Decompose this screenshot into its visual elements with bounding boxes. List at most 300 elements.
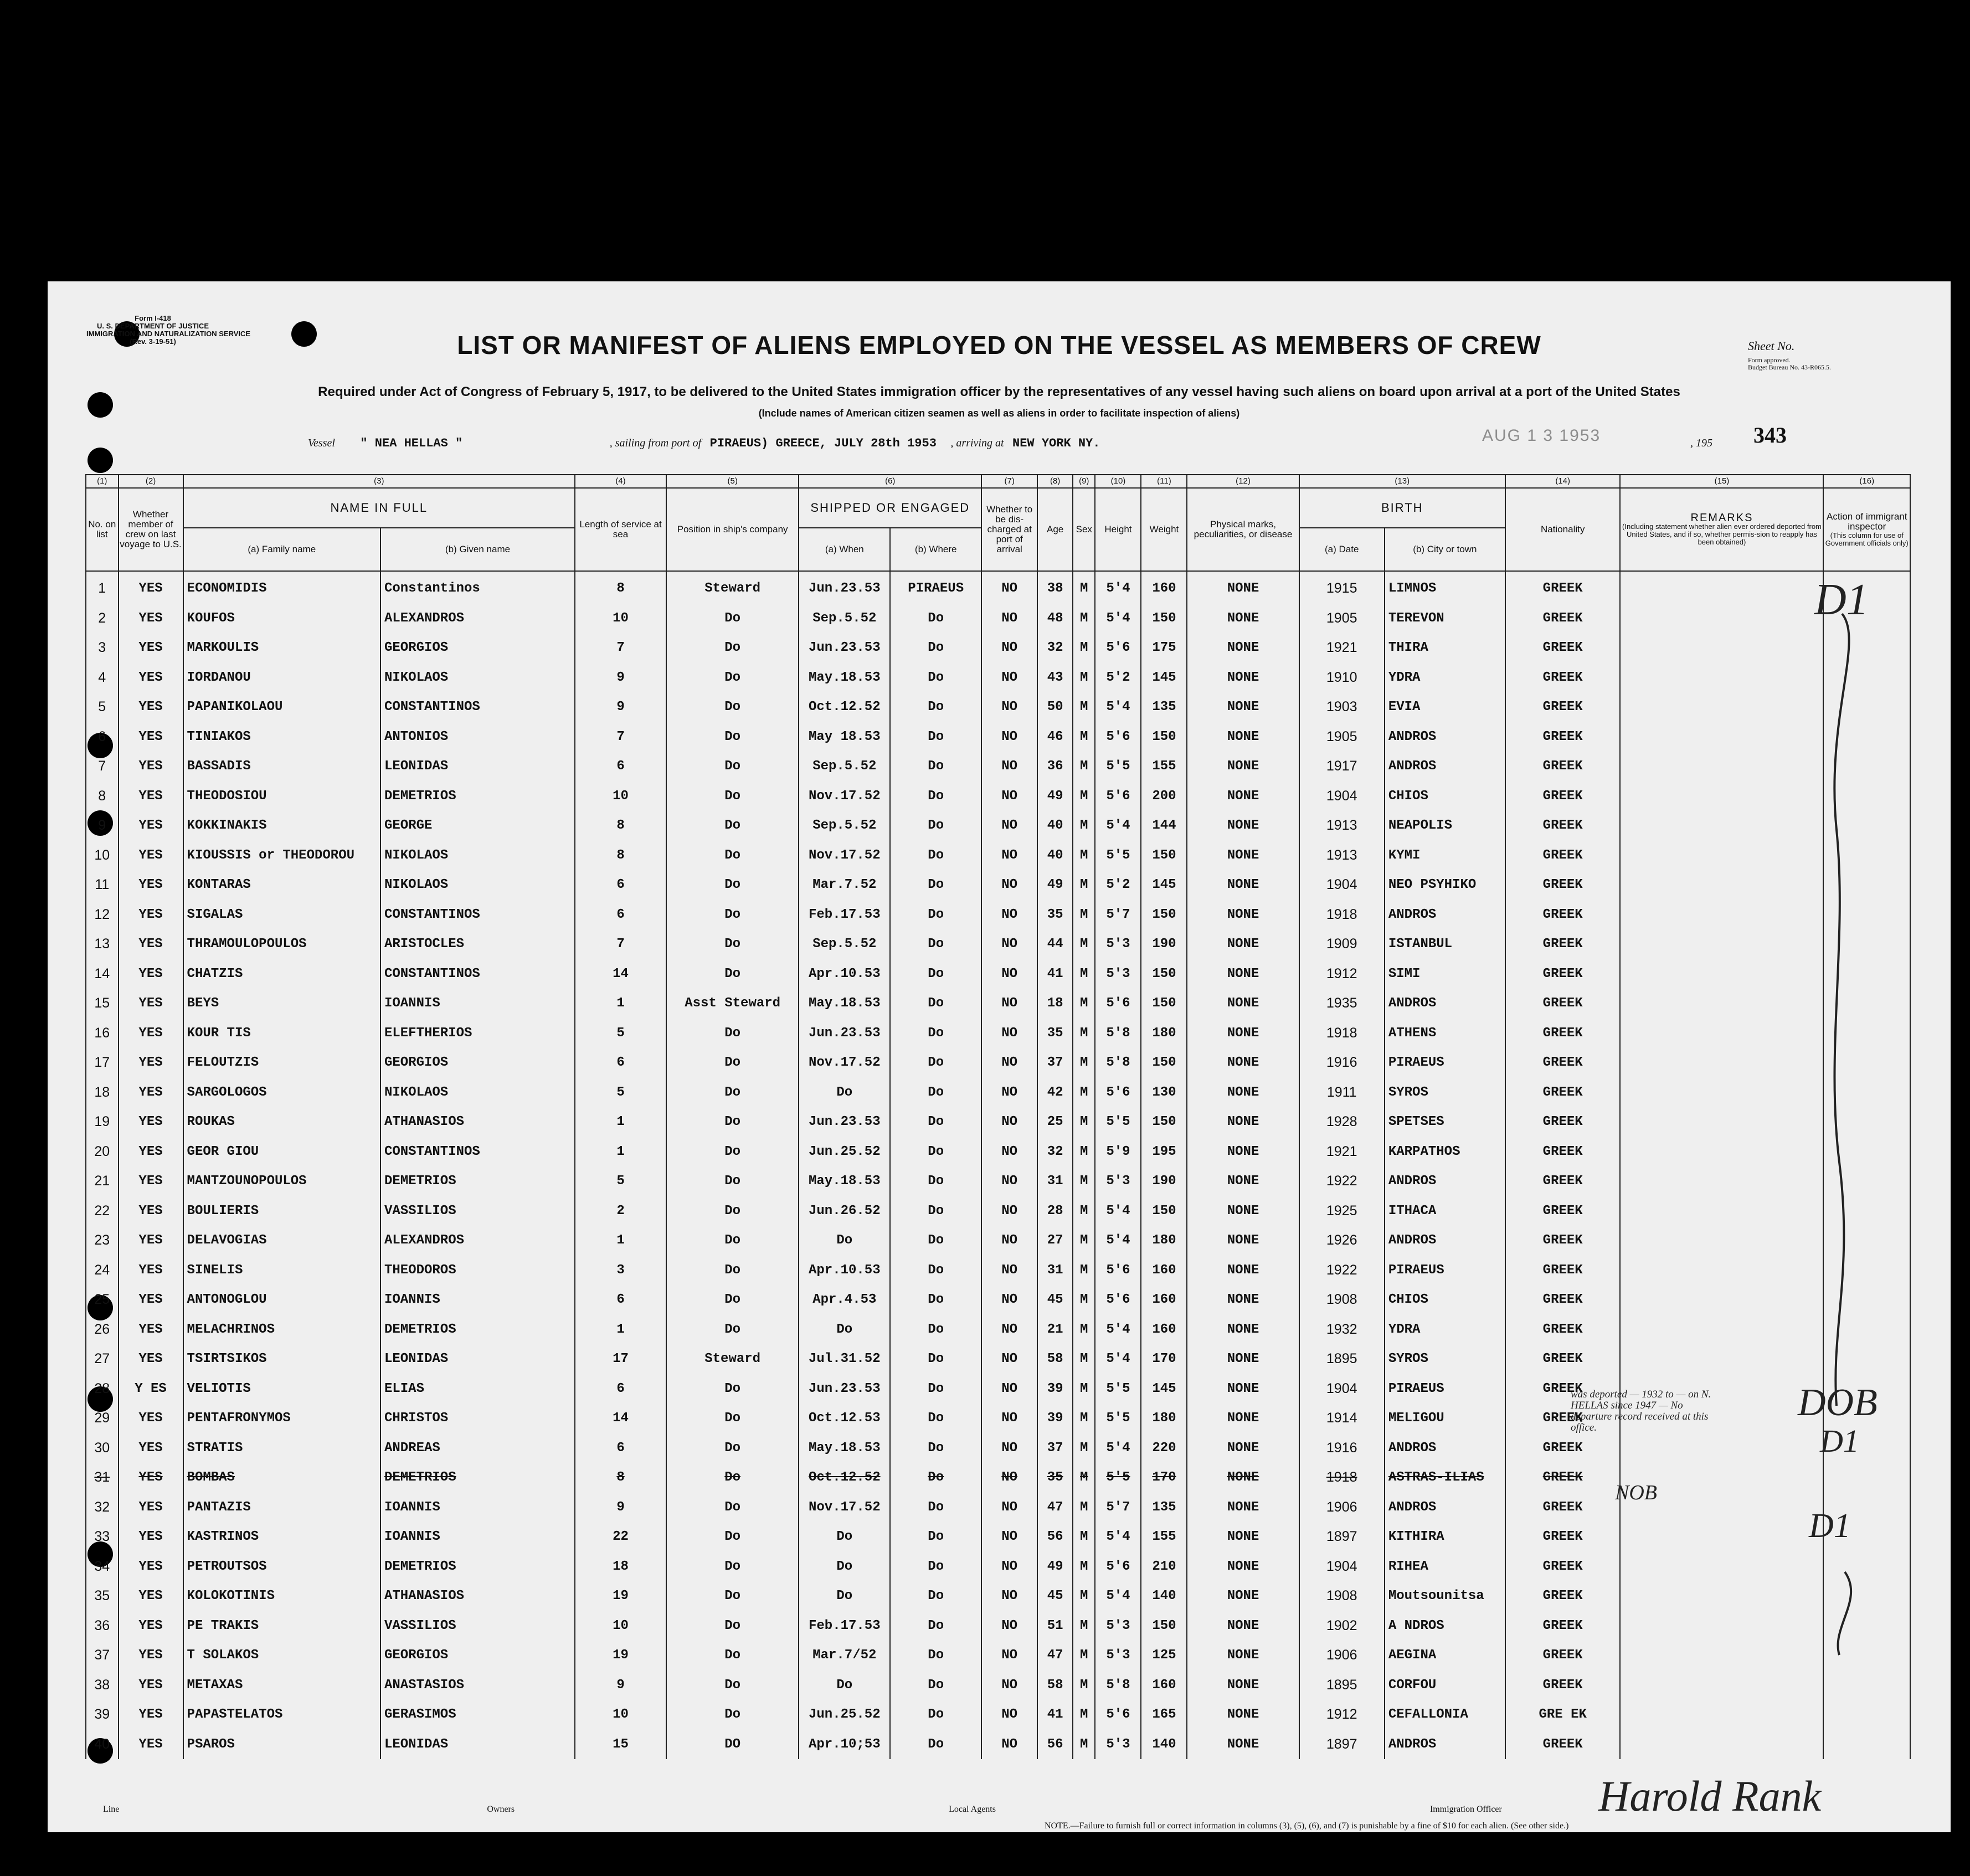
member-last-voyage: YES	[119, 1285, 183, 1315]
row-number: 38	[86, 1671, 119, 1700]
weight: 144	[1141, 811, 1187, 841]
given-name: GEORGE	[380, 811, 575, 841]
age: 38	[1037, 571, 1073, 604]
height: 5'3	[1095, 959, 1141, 989]
shipped-when: Jun.25.52	[799, 1137, 890, 1167]
position: Do	[666, 1137, 799, 1167]
header-when: (a) When	[799, 528, 890, 571]
col-number: (8)	[1037, 475, 1073, 488]
birth-city: PIRAEUS	[1385, 1374, 1505, 1404]
shipped-when: Feb.17.53	[799, 1611, 890, 1641]
table-row	[86, 1730, 1910, 1760]
height: 5'4	[1095, 1344, 1141, 1374]
birth-city: ANDROS	[1385, 1433, 1505, 1463]
length-of-service: 5	[575, 1019, 666, 1048]
birth-date: 1895	[1299, 1671, 1385, 1700]
weight: 190	[1141, 929, 1187, 959]
sex: M	[1073, 1107, 1095, 1137]
weight: 140	[1141, 1581, 1187, 1611]
position: Do	[666, 1315, 799, 1345]
sex: M	[1073, 663, 1095, 693]
vessel-label: Vessel	[308, 437, 335, 449]
col-number: (9)	[1073, 475, 1095, 488]
physical-marks: NONE	[1187, 752, 1299, 782]
row-number: 20	[86, 1137, 119, 1167]
shipped-when: May.18.53	[799, 1166, 890, 1196]
weight: 150	[1141, 959, 1187, 989]
member-last-voyage: YES	[119, 1641, 183, 1671]
position: Do	[666, 1374, 799, 1404]
sex: M	[1073, 841, 1095, 871]
manifest-sheet	[48, 281, 1951, 1832]
row-number: 35	[86, 1581, 119, 1611]
physical-marks: NONE	[1187, 1078, 1299, 1108]
shipped-when: Mar.7.52	[799, 870, 890, 900]
shipped-where: Do	[890, 1522, 981, 1552]
length-of-service: 6	[575, 1374, 666, 1404]
shipped-when: May.18.53	[799, 663, 890, 693]
row-number: 2	[86, 604, 119, 634]
height: 5'3	[1095, 929, 1141, 959]
birth-city: CEFALLONIA	[1385, 1700, 1505, 1730]
table-row	[86, 1641, 1910, 1671]
birth-date: 1935	[1299, 989, 1385, 1019]
table-row	[86, 1285, 1910, 1315]
length-of-service: 7	[575, 722, 666, 752]
weight: 180	[1141, 1019, 1187, 1048]
given-name: GEORGIOS	[380, 633, 575, 663]
age: 35	[1037, 1019, 1073, 1048]
weight: 175	[1141, 633, 1187, 663]
shipped-where: Do	[890, 1581, 981, 1611]
birth-date: 1925	[1299, 1196, 1385, 1226]
height: 5'5	[1095, 841, 1141, 871]
weight: 145	[1141, 1374, 1187, 1404]
birth-city: CORFOU	[1385, 1671, 1505, 1700]
family-name: PSAROS	[183, 1730, 380, 1760]
sex: M	[1073, 959, 1095, 989]
height: 5'3	[1095, 1641, 1141, 1671]
shipped-when: Nov.17.52	[799, 841, 890, 871]
header-birth: BIRTH	[1299, 488, 1505, 528]
shipped-when: Jul.31.52	[799, 1344, 890, 1374]
nationality: GREEK	[1505, 692, 1620, 722]
row-number: 24	[86, 1256, 119, 1286]
family-name: SINELIS	[183, 1256, 380, 1286]
document-subtitle: Required under Act of Congress of February 5, 1917, to be delivered to the United States immigration officer by the representatives of any vessel having such aliens on board upon arrival at a port of the United States	[318, 384, 1680, 399]
sex: M	[1073, 1463, 1095, 1493]
position: Do	[666, 900, 799, 930]
physical-marks: NONE	[1187, 604, 1299, 634]
to-be-discharged: NO	[981, 782, 1037, 811]
header-name-in-full: NAME IN FULL	[183, 488, 575, 528]
length-of-service: 8	[575, 811, 666, 841]
shipped-when: Apr.10.53	[799, 959, 890, 989]
birth-city: AEGINA	[1385, 1641, 1505, 1671]
family-name: KOUR TIS	[183, 1019, 380, 1048]
member-last-voyage: YES	[119, 1493, 183, 1523]
action-cell	[1823, 1671, 1910, 1700]
birth-date: 1905	[1299, 722, 1385, 752]
length-of-service: 9	[575, 1671, 666, 1700]
member-last-voyage: YES	[119, 722, 183, 752]
physical-marks: NONE	[1187, 1226, 1299, 1256]
member-last-voyage: YES	[119, 929, 183, 959]
shipped-where: Do	[890, 633, 981, 663]
header-height: Height	[1095, 488, 1141, 571]
shipped-where: Do	[890, 1226, 981, 1256]
birth-date: 1906	[1299, 1493, 1385, 1523]
to-be-discharged: NO	[981, 989, 1037, 1019]
position: Do	[666, 633, 799, 663]
family-name: ANTONOGLOU	[183, 1285, 380, 1315]
sex: M	[1073, 1493, 1095, 1523]
position: Steward	[666, 1344, 799, 1374]
age: 49	[1037, 782, 1073, 811]
action-bracket-lines	[1792, 608, 1903, 1661]
document-title: LIST OR MANIFEST OF ALIENS EMPLOYED ON THE VESSEL AS MEMBERS OF CREW	[457, 331, 1541, 359]
to-be-discharged: NO	[981, 1522, 1037, 1552]
birth-date: 1921	[1299, 633, 1385, 663]
given-name: GEORGIOS	[380, 1641, 575, 1671]
birth-date: 1911	[1299, 1078, 1385, 1108]
birth-date: 1904	[1299, 870, 1385, 900]
agency-line: Form I-418	[135, 314, 171, 322]
given-name: ALEXANDROS	[380, 1226, 575, 1256]
col-number: (12)	[1187, 475, 1299, 488]
position: Do	[666, 1522, 799, 1552]
handwritten-action-d1: D1	[1820, 1423, 1859, 1459]
member-last-voyage: Y ES	[119, 1374, 183, 1404]
col-number: (3)	[183, 475, 575, 488]
weight: 160	[1141, 571, 1187, 604]
remarks-cell	[1620, 1671, 1823, 1700]
family-name: TINIAKOS	[183, 722, 380, 752]
length-of-service: 10	[575, 604, 666, 634]
row-number: 28	[86, 1374, 119, 1404]
physical-marks: NONE	[1187, 782, 1299, 811]
physical-marks: NONE	[1187, 841, 1299, 871]
given-name: ALEXANDROS	[380, 604, 575, 634]
sex: M	[1073, 1581, 1095, 1611]
nationality: GREEK	[1505, 870, 1620, 900]
family-name: PAPASTELATOS	[183, 1700, 380, 1730]
shipped-when: Nov.17.52	[799, 782, 890, 811]
to-be-discharged: NO	[981, 1730, 1037, 1760]
position: Steward	[666, 571, 799, 604]
physical-marks: NONE	[1187, 1611, 1299, 1641]
height: 5'6	[1095, 1700, 1141, 1730]
physical-marks: NONE	[1187, 571, 1299, 604]
handwritten-remark-nob: NOB	[1615, 1481, 1657, 1504]
family-name: GEOR GIOU	[183, 1137, 380, 1167]
to-be-discharged: NO	[981, 841, 1037, 871]
row-number: 31	[86, 1463, 119, 1493]
family-name: PETROUTSOS	[183, 1552, 380, 1582]
weight: 190	[1141, 1166, 1187, 1196]
date-stamp: AUG 1 3 1953	[1482, 426, 1601, 445]
birth-city: MELIGOU	[1385, 1404, 1505, 1433]
age: 48	[1037, 604, 1073, 634]
to-be-discharged: NO	[981, 959, 1037, 989]
row-number: 14	[86, 959, 119, 989]
physical-marks: NONE	[1187, 1166, 1299, 1196]
header-physical-marks: Physical marks, peculiarities, or disease	[1187, 488, 1299, 571]
to-be-discharged: NO	[981, 870, 1037, 900]
given-name: CONSTANTINOS	[380, 692, 575, 722]
to-be-discharged: NO	[981, 1374, 1037, 1404]
position: Do	[666, 1700, 799, 1730]
position: Do	[666, 1433, 799, 1463]
shipped-when: Do	[799, 1315, 890, 1345]
height: 5'6	[1095, 1256, 1141, 1286]
sailing-label: , sailing from port of	[609, 437, 702, 449]
header-birth-date: (a) Date	[1299, 528, 1385, 571]
position: Do	[666, 1611, 799, 1641]
birth-date: 1918	[1299, 1463, 1385, 1493]
given-name: IOANNIS	[380, 1493, 575, 1523]
age: 36	[1037, 752, 1073, 782]
given-name: CONSTANTINOS	[380, 900, 575, 930]
age: 35	[1037, 1463, 1073, 1493]
table-row	[86, 1433, 1910, 1463]
height: 5'2	[1095, 663, 1141, 693]
given-name: ANASTASIOS	[380, 1671, 575, 1700]
to-be-discharged: NO	[981, 1107, 1037, 1137]
birth-date: 1903	[1299, 692, 1385, 722]
member-last-voyage: YES	[119, 1315, 183, 1345]
birth-date: 1897	[1299, 1730, 1385, 1760]
physical-marks: NONE	[1187, 722, 1299, 752]
shipped-where: Do	[890, 989, 981, 1019]
row-number: 37	[86, 1641, 119, 1671]
physical-marks: NONE	[1187, 1374, 1299, 1404]
sex: M	[1073, 1226, 1095, 1256]
age: 47	[1037, 1641, 1073, 1671]
birth-city: A NDROS	[1385, 1611, 1505, 1641]
age: 56	[1037, 1522, 1073, 1552]
handwritten-action-d1: D1	[1809, 1507, 1851, 1545]
length-of-service: 2	[575, 1196, 666, 1226]
shipped-when: Nov.17.52	[799, 1493, 890, 1523]
shipped-where: Do	[890, 1344, 981, 1374]
header-action	[1823, 488, 1910, 571]
length-of-service: 3	[575, 1256, 666, 1286]
sex: M	[1073, 1611, 1095, 1641]
table-row	[86, 633, 1910, 663]
shipped-where: Do	[890, 1671, 981, 1700]
height: 5'4	[1095, 1226, 1141, 1256]
birth-city: ISTANBUL	[1385, 929, 1505, 959]
birth-date: 1904	[1299, 1552, 1385, 1582]
nationality: GREEK	[1505, 722, 1620, 752]
family-name: KOUFOS	[183, 604, 380, 634]
budget-bureau-text: Budget Bureau No. 43-R065.5.	[1748, 363, 1831, 371]
family-name: VELIOTIS	[183, 1374, 380, 1404]
member-last-voyage: YES	[119, 870, 183, 900]
to-be-discharged: NO	[981, 1433, 1037, 1463]
height: 5'4	[1095, 811, 1141, 841]
footer-note: NOTE.—Failure to furnish full or correct information in columns (3), (5), (6), and (7) is punishable by a fine of $10 for each alien. (See other side.)	[1045, 1821, 1569, 1831]
nationality: GREEK	[1505, 571, 1620, 604]
header-member-last-voyage: Whether member of crew on last voyage to U.S.	[119, 488, 183, 571]
to-be-discharged: NO	[981, 900, 1037, 930]
to-be-discharged: NO	[981, 633, 1037, 663]
member-last-voyage: YES	[119, 782, 183, 811]
length-of-service: 18	[575, 1552, 666, 1582]
birth-date: 1917	[1299, 752, 1385, 782]
member-last-voyage: YES	[119, 692, 183, 722]
length-of-service: 10	[575, 1700, 666, 1730]
given-name: IOANNIS	[380, 1285, 575, 1315]
position: Do	[666, 1404, 799, 1433]
birth-city: KARPATHOS	[1385, 1137, 1505, 1167]
col-number: (5)	[666, 475, 799, 488]
row-number: 3	[86, 633, 119, 663]
shipped-when: Do	[799, 1581, 890, 1611]
weight: 220	[1141, 1433, 1187, 1463]
weight: 155	[1141, 1522, 1187, 1552]
physical-marks: NONE	[1187, 1256, 1299, 1286]
table-row	[86, 870, 1910, 900]
shipped-when: Apr.10;53	[799, 1730, 890, 1760]
height: 5'6	[1095, 1552, 1141, 1582]
weight: 160	[1141, 1256, 1187, 1286]
height: 5'5	[1095, 1404, 1141, 1433]
physical-marks: NONE	[1187, 1463, 1299, 1493]
footer-line-label: Line	[103, 1805, 120, 1814]
position: Do	[666, 1107, 799, 1137]
given-name: ARISTOCLES	[380, 929, 575, 959]
age: 27	[1037, 1226, 1073, 1256]
nationality: GREEK	[1505, 1196, 1620, 1226]
height: 5'6	[1095, 1078, 1141, 1108]
table-row	[86, 692, 1910, 722]
action-note: (This column for use of Government officials only)	[1825, 531, 1909, 547]
shipped-where: Do	[890, 1137, 981, 1167]
col-number: (6)	[799, 475, 981, 488]
age: 39	[1037, 1404, 1073, 1433]
height: 5'4	[1095, 692, 1141, 722]
table-row	[86, 1344, 1910, 1374]
family-name: T SOLAKOS	[183, 1641, 380, 1671]
age: 18	[1037, 989, 1073, 1019]
table-row	[86, 1700, 1910, 1730]
to-be-discharged: NO	[981, 1166, 1037, 1196]
header-no-on-list: No. on list	[86, 488, 119, 571]
shipped-when: Feb.17.53	[799, 900, 890, 930]
member-last-voyage: YES	[119, 1522, 183, 1552]
sex: M	[1073, 989, 1095, 1019]
weight: 145	[1141, 663, 1187, 693]
length-of-service: 7	[575, 633, 666, 663]
nationality: GREEK	[1505, 752, 1620, 782]
col-number: (11)	[1141, 475, 1187, 488]
given-name: NIKOLAOS	[380, 870, 575, 900]
birth-date: 1906	[1299, 1641, 1385, 1671]
weight: 150	[1141, 1107, 1187, 1137]
member-last-voyage: YES	[119, 1019, 183, 1048]
to-be-discharged: NO	[981, 1226, 1037, 1256]
table-row	[86, 1671, 1910, 1700]
weight: 170	[1141, 1344, 1187, 1374]
height: 5'4	[1095, 1433, 1141, 1463]
physical-marks: NONE	[1187, 1107, 1299, 1137]
given-name: ELIAS	[380, 1374, 575, 1404]
to-be-discharged: NO	[981, 1196, 1037, 1226]
family-name: BASSADIS	[183, 752, 380, 782]
row-number: 10	[86, 841, 119, 871]
sex: M	[1073, 1285, 1095, 1315]
header-family-name: (a) Family name	[183, 528, 380, 571]
to-be-discharged: NO	[981, 1404, 1037, 1433]
nationality: GREEK	[1505, 841, 1620, 871]
birth-city: ANDROS	[1385, 752, 1505, 782]
punch-hole	[88, 448, 113, 473]
length-of-service: 9	[575, 663, 666, 693]
shipped-when: Do	[799, 1552, 890, 1582]
length-of-service: 6	[575, 1433, 666, 1463]
given-name: IOANNIS	[380, 1522, 575, 1552]
birth-date: 1905	[1299, 604, 1385, 634]
birth-city: NEO PSYHIKO	[1385, 870, 1505, 900]
physical-marks: NONE	[1187, 1730, 1299, 1760]
agency-line: U. S. DEPARTMENT OF JUSTICE	[97, 322, 209, 330]
member-last-voyage: YES	[119, 900, 183, 930]
shipped-when: Do	[799, 1522, 890, 1552]
given-name: NIKOLAOS	[380, 663, 575, 693]
nationality: GREEK	[1505, 1256, 1620, 1286]
length-of-service: 6	[575, 1048, 666, 1078]
physical-marks: NONE	[1187, 1285, 1299, 1315]
col-number: (10)	[1095, 475, 1141, 488]
height: 5'6	[1095, 782, 1141, 811]
nationality: GREEK	[1505, 1137, 1620, 1167]
nationality: GREEK	[1505, 1671, 1620, 1700]
member-last-voyage: YES	[119, 1137, 183, 1167]
shipped-when: Jun.25.52	[799, 1700, 890, 1730]
position: Do	[666, 1493, 799, 1523]
height: 5'5	[1095, 1107, 1141, 1137]
table-row	[86, 1256, 1910, 1286]
year-label: , 195	[1690, 437, 1712, 449]
birth-date: 1897	[1299, 1522, 1385, 1552]
shipped-when: Apr.4.53	[799, 1285, 890, 1315]
birth-city: ANDROS	[1385, 1730, 1505, 1760]
sex: M	[1073, 1552, 1095, 1582]
given-name: GERASIMOS	[380, 1700, 575, 1730]
shipped-where: Do	[890, 1107, 981, 1137]
sailing-port: PIRAEUS) GREECE, JULY 28th 1953	[709, 436, 937, 450]
birth-city: ANDROS	[1385, 722, 1505, 752]
table-row	[86, 1315, 1910, 1345]
sex: M	[1073, 1344, 1095, 1374]
shipped-where: Do	[890, 1611, 981, 1641]
physical-marks: NONE	[1187, 1137, 1299, 1167]
row-number: 36	[86, 1611, 119, 1641]
shipped-where: Do	[890, 692, 981, 722]
row-number: 17	[86, 1048, 119, 1078]
length-of-service: 7	[575, 929, 666, 959]
header-weight: Weight	[1141, 488, 1187, 571]
to-be-discharged: NO	[981, 1137, 1037, 1167]
age: 37	[1037, 1048, 1073, 1078]
birth-date: 1908	[1299, 1581, 1385, 1611]
table-row	[86, 1522, 1910, 1552]
shipped-when: Sep.5.52	[799, 752, 890, 782]
position: Do	[666, 1641, 799, 1671]
physical-marks: NONE	[1187, 1493, 1299, 1523]
